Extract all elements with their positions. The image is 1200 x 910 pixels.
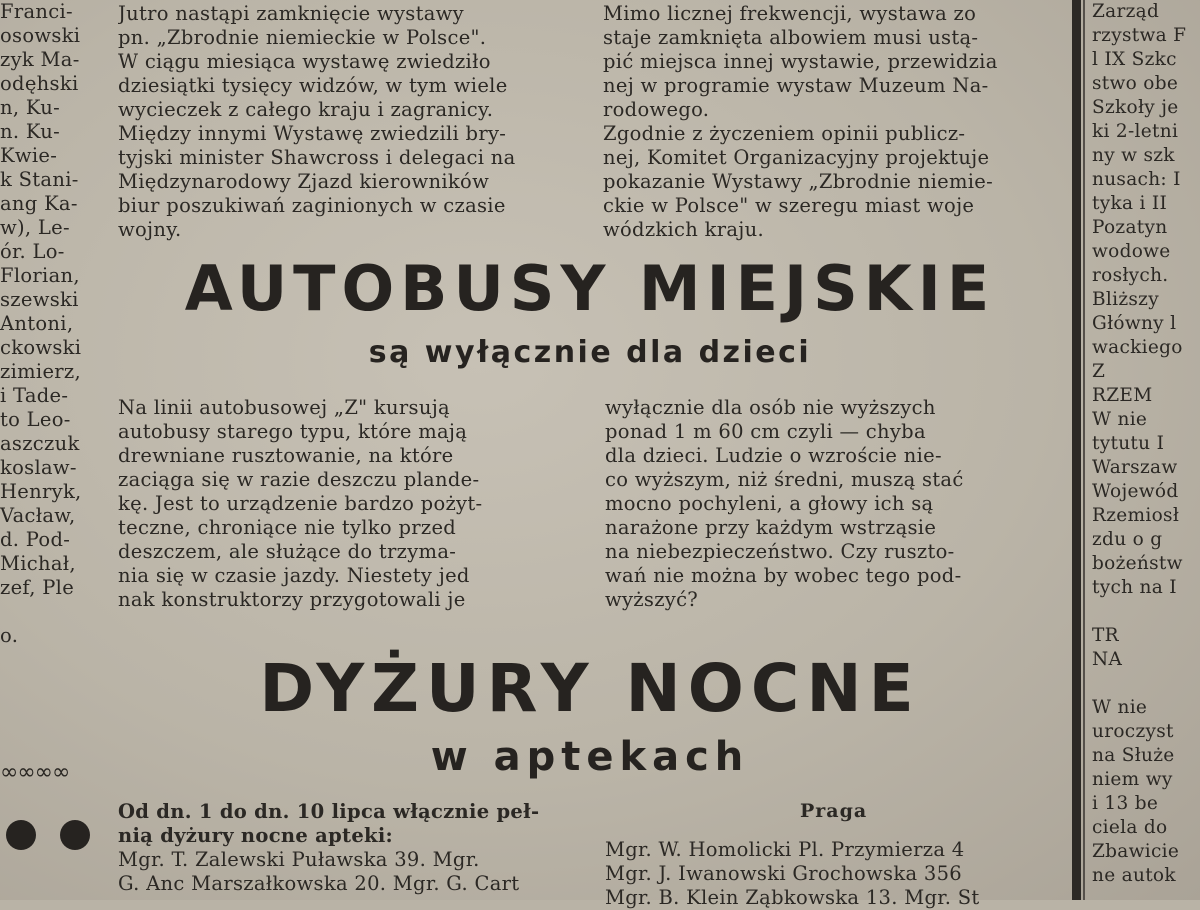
chain-ornament: ∞∞∞∞ (0, 760, 70, 785)
text-line: wycieczek z całego kraju i zagranicy. (118, 98, 494, 121)
text-line: TR (1092, 625, 1119, 646)
buses-article-col1 (118, 396, 576, 612)
text-line: Bliższy (1092, 289, 1159, 310)
text-line: autobusy starego typu, które mają (118, 420, 468, 443)
district-heading-praga: Praga (800, 800, 868, 822)
text-line: wyższyć? (605, 588, 699, 611)
text-line: ki 2-letni (1092, 121, 1179, 142)
text-line: rzystwa F (1092, 25, 1187, 46)
text-line: aszczuk (0, 432, 80, 455)
text-line: wackiego (1092, 337, 1183, 358)
text-line: zdu o g (1092, 529, 1163, 550)
pharmacy-list-col2 (605, 838, 1067, 910)
text-line: biur poszukiwań zaginionych w czasie (118, 194, 506, 217)
text-line: ponad 1 m 60 cm czyli — chyba (605, 420, 926, 443)
dot-mark (60, 820, 90, 850)
text-line: nak konstruktorzy przygotowali je (118, 588, 466, 611)
text-line: zaciąga się w razie deszczu plande- (118, 468, 480, 491)
text-line: odęhski (0, 72, 79, 95)
text-line: teczne, chroniące nie tylko przed (118, 516, 457, 539)
text-line (0, 600, 96, 624)
text-line: koslaw- (0, 456, 77, 479)
text-line: wań nie można by wobec tego pod- (605, 564, 962, 587)
headline-city-buses: AUTOBUSY MIEJSKIE (184, 252, 996, 325)
text-line: dziesiątki tysięcy widzów, w tym wiele (118, 74, 508, 97)
text-line: w), Le- (0, 216, 70, 239)
text-line: Mimo licznej frekwencji, wystawa zo (603, 2, 977, 25)
text-line: pokazanie Wystawy „Zbrodnie niemie- (603, 170, 994, 193)
text-line: Jutro nastąpi zamknięcie wystawy (118, 2, 464, 25)
text-line: wyłącznie dla osób nie wyższych (605, 396, 936, 419)
text-line: Z (1092, 361, 1106, 382)
text-line: ciela do (1092, 817, 1168, 838)
text-line: kę. Jest to urządzenie bardzo pożyt- (118, 492, 483, 515)
text-line: rosłych. (1092, 265, 1169, 286)
text-line: Florian, (0, 264, 80, 287)
text-line: drewniane rusztowanie, na które (118, 444, 454, 467)
text-line: l IX Szkc (1092, 49, 1177, 70)
text-line: staje zamknięta albowiem musi ustą- (603, 26, 979, 49)
text-line: nusach: I (1092, 169, 1181, 190)
dot-mark (6, 820, 36, 850)
text-line: o. (0, 624, 19, 647)
subhead-night-duty: w aptekach (430, 734, 750, 780)
text-line: n. Ku- (0, 120, 61, 143)
subhead-city-buses: są wyłącznie dla dzieci (368, 335, 812, 370)
dot-ornament (0, 818, 100, 858)
text-line: RZEM (1092, 385, 1153, 406)
text-line: deszczem, ale służące do trzyma- (118, 540, 457, 563)
text-line: tyjski minister Shawcross i delegaci na (118, 146, 516, 169)
text-line: Kwie- (0, 144, 58, 167)
text-line: W nie (1092, 409, 1148, 430)
text-line: na niebezpieczeństwo. Czy rusztо- (605, 540, 955, 563)
text-line: wojny. (118, 218, 182, 241)
text-line: ckowski (0, 336, 82, 359)
text-line: Henryk, (0, 480, 82, 503)
buses-article-col2 (605, 396, 1067, 612)
text-line: Warszaw (1092, 457, 1178, 478)
text-line: ckie w Polsce" w szeregu miast woje (603, 194, 975, 217)
text-line: Vacław, (0, 504, 76, 527)
text-line: wódzkich kraju. (603, 218, 764, 241)
text-line: tytutu I (1092, 433, 1165, 454)
text-line: Zbawicie (1092, 841, 1180, 862)
headline-night-duty: DYŻURY NOCNE (259, 650, 921, 727)
text-line: Rzemiosł (1092, 505, 1180, 526)
text-line: G. Anc Marszałkowska 20. Mgr. G. Cart (118, 872, 520, 895)
right-column-fragment (1092, 0, 1200, 888)
text-line: k Stani- (0, 168, 79, 191)
text-line: niem wy (1092, 769, 1173, 790)
text-line: Międzynarodowy Zjazd kierowników (118, 170, 490, 193)
text-line: Szkoły je (1092, 97, 1179, 118)
text-line: bożeństw (1092, 553, 1183, 574)
exhibition-article-col2 (603, 2, 1065, 242)
text-line: nej, Komitet Organizacyjny projektuje (603, 146, 990, 169)
text-line: nej w programie wystaw Muzeum Na- (603, 74, 989, 97)
text-line: osowski (0, 24, 81, 47)
exhibition-article-col1 (118, 2, 576, 242)
text-line: W ciągu miesiąca wystawę zwiedziło (118, 50, 491, 73)
text-line: W nie (1092, 697, 1148, 718)
text-line: Mgr. B. Klein Ząbkowska 13. Mgr. St (605, 886, 980, 909)
text-line: nia się w czasie jazdy. Niestety jed (118, 564, 470, 587)
text-line: pić miejsca innej wystawie, przewidzia (603, 50, 998, 73)
text-line: rodowego. (603, 98, 710, 121)
text-line: tyka i II (1092, 193, 1168, 214)
text-line: nią dyżury nocne apteki: (118, 824, 394, 847)
text-line (1092, 672, 1200, 696)
pharmacy-list-col1 (118, 800, 576, 896)
text-line: to Leo- (0, 408, 71, 431)
text-line: Mgr. T. Zalewski Puławska 39. Mgr. (118, 848, 480, 871)
text-line: ny w szk (1092, 145, 1175, 166)
text-line: Na linii autobusowej „Z" kursują (118, 396, 450, 419)
text-line: co wyższym, niż średni, muszą stać (605, 468, 964, 491)
text-line: na Służe (1092, 745, 1175, 766)
text-line: Franci- (0, 0, 73, 23)
text-line: NA (1092, 649, 1123, 670)
text-line: i Tade- (0, 384, 69, 407)
text-line: stwo obe (1092, 73, 1179, 94)
column-rule-thin (1083, 0, 1085, 900)
text-line: wodowe (1092, 241, 1171, 262)
text-line: Zarząd (1092, 1, 1160, 22)
text-line: uroczyst (1092, 721, 1174, 742)
text-line: Wojewód (1092, 481, 1179, 502)
text-line: ne autok (1092, 865, 1176, 886)
text-line: szewski (0, 288, 79, 311)
text-line: i 13 be (1092, 793, 1159, 814)
text-line: zimierz, (0, 360, 81, 383)
text-line: pn. „Zbrodnie niemieckie w Polsce". (118, 26, 487, 49)
text-line: Od dn. 1 do dn. 10 lipca włącznie peł- (118, 800, 540, 823)
text-line: zyk Ma- (0, 48, 80, 71)
text-line: ang Ka- (0, 192, 78, 215)
text-line: Antoni, (0, 312, 74, 335)
text-line: Mgr. J. Iwanowski Grochowska 356 (605, 862, 963, 885)
text-line: zef, Ple (0, 576, 75, 599)
text-line: ór. Lo- (0, 240, 65, 263)
text-line: Michał, (0, 552, 76, 575)
text-line: Główny l (1092, 313, 1177, 334)
text-line: Zgodnie z życzeniem opinii publicz- (603, 122, 966, 145)
text-line: narażone przy każdym wstrząsie (605, 516, 937, 539)
text-line: Pozatyn (1092, 217, 1168, 238)
column-rule (1072, 0, 1081, 900)
text-line: Między innymi Wystawę zwiedzili bry- (118, 122, 507, 145)
left-column-fragment (0, 0, 96, 648)
text-line: tych na I (1092, 577, 1177, 598)
text-line: d. Pod- (0, 528, 71, 551)
text-line (1092, 600, 1200, 624)
text-line: n, Ku- (0, 96, 61, 119)
text-line: mocno pochyleni, a głowy ich są (605, 492, 934, 515)
text-line: dla dzieci. Ludzie o wzroście nie- (605, 444, 942, 467)
text-line: Mgr. W. Homolicki Pl. Przymierza 4 (605, 838, 965, 861)
